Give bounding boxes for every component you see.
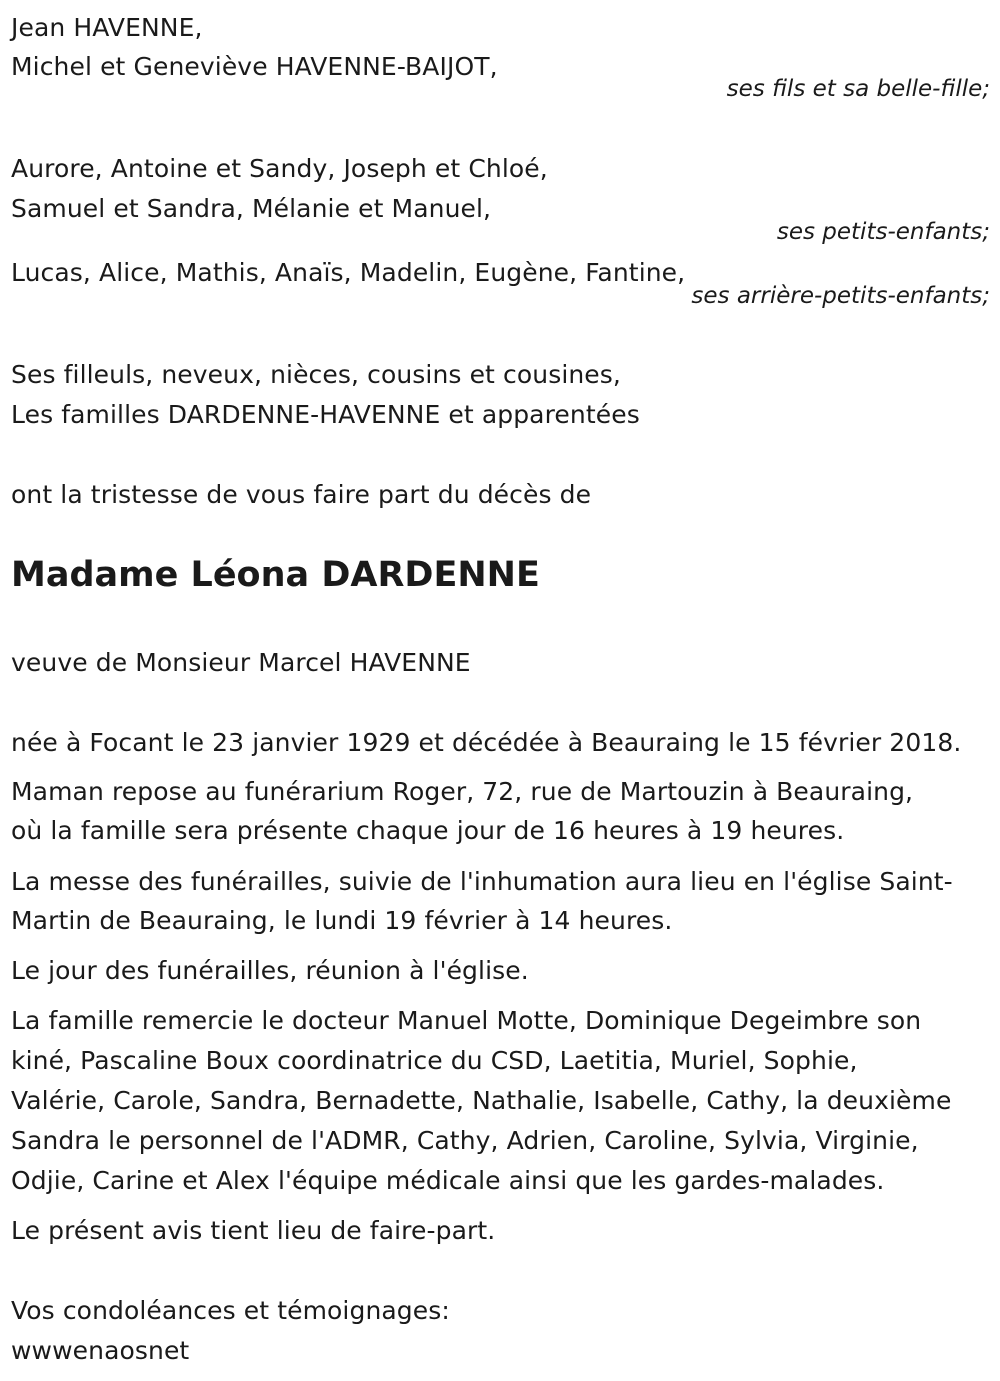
role-great-grandchildren: ses arrière-petits-enfants; [691,283,990,309]
role-sons: ses fils et sa belle-fille; [726,76,990,102]
rests-line-1: Maman repose au funérarium Roger, 72, rue de Martouzin à Beauraing, [11,777,914,806]
announcement-text: ont la tristesse de vous faire part du décès de [11,480,592,509]
family-line-grandchildren-1: Aurore, Antoine et Sandy, Joseph et Chloé, [11,154,548,183]
deceased-name: Madame Léona DARDENNE [11,555,540,595]
thanks-line-1: La famille remercie le docteur Manuel Motte, Dominique Degeimbre son [11,1006,922,1035]
meeting-text: Le jour des funérailles, réunion à l'église. [11,956,529,985]
condolences-site: wwwenaosnet [11,1336,190,1365]
family-line-sons-2: Michel et Geneviève HAVENNE-BAIJOT, [11,52,498,81]
thanks-line-2: kiné, Pascaline Boux coordinatrice du CSD, Laetitia, Muriel, Sophie, [11,1046,858,1075]
notice-text: Le présent avis tient lieu de faire-part. [11,1216,496,1245]
widow-of-text: veuve de Monsieur Marcel HAVENNE [11,648,471,677]
family-line-great-grandchildren: Lucas, Alice, Mathis, Anaïs, Madelin, Eugène, Fantine, [11,258,686,287]
family-line-others-1: Ses filleuls, neveux, nièces, cousins et cousines, [11,360,621,389]
birth-death-text: née à Focant le 23 janvier 1929 et décédée à Beauraing le 15 février 2018. [11,728,962,757]
condolences-label: Vos condoléances et témoignages: [11,1296,450,1325]
funeral-line-2: Martin de Beauraing, le lundi 19 février à 14 heures. [11,906,673,935]
role-grandchildren: ses petits-enfants; [776,219,990,245]
thanks-line-5: Odjie, Carine et Alex l'équipe médicale ainsi que les gardes-malades. [11,1166,885,1195]
family-line-grandchildren-2: Samuel et Sandra, Mélanie et Manuel, [11,194,492,223]
funeral-line-1: La messe des funérailles, suivie de l'inhumation aura lieu en l'église Saint- [11,867,953,896]
rests-line-2: où la famille sera présente chaque jour de 16 heures à 19 heures. [11,816,845,845]
family-line-sons-1: Jean HAVENNE, [11,13,203,42]
family-line-others-2: Les familles DARDENNE-HAVENNE et apparentées [11,400,640,429]
thanks-line-4: Sandra le personnel de l'ADMR, Cathy, Adrien, Caroline, Sylvia, Virginie, [11,1126,919,1155]
thanks-line-3: Valérie, Carole, Sandra, Bernadette, Nathalie, Isabelle, Cathy, la deuxième [11,1086,952,1115]
